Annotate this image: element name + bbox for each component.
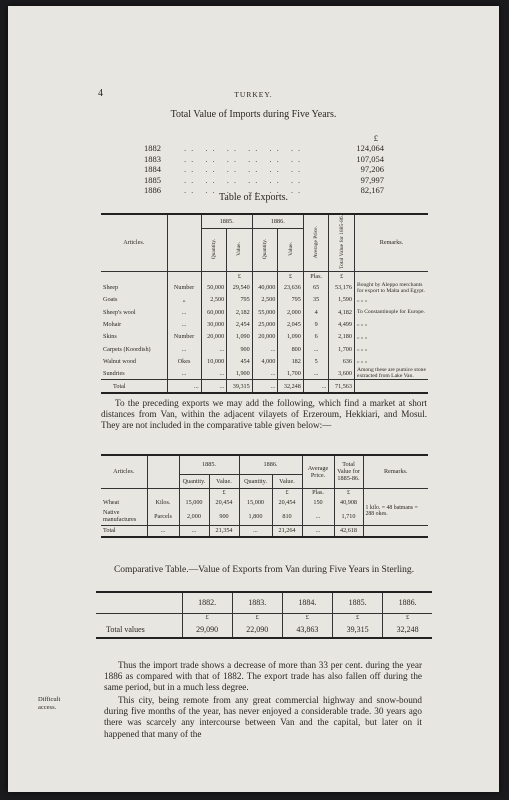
cell-v1886: 795 [278, 294, 304, 306]
year-header: 1885. [333, 592, 383, 613]
imports-row: 1883 .. .. .. .. .. .. 107,054 [144, 153, 384, 164]
cell-unit: Number [167, 281, 201, 293]
col-1885: 1885. [201, 214, 252, 229]
cell-q1885: 10,000 [201, 355, 227, 367]
cell-unit: ... [167, 367, 201, 380]
cell-price: 35 [303, 294, 329, 306]
cell-total: 53,176 [329, 281, 355, 293]
cell-unit: ... [167, 318, 201, 330]
cell-unit: ... [167, 343, 201, 355]
col-total-value: Total Value for 1885-86. [338, 215, 345, 269]
t2-unit: £ [209, 488, 239, 497]
paragraph-decrease: Thus the import trade shows a decrease of more than 33 per cent. during the year 1886 as compared with that of 1882. The export trade has also fallen off during the same period, but in a much less degree. [104, 660, 422, 693]
cell-total: 1,700 [329, 343, 355, 355]
t2-unit: Plas. [302, 488, 334, 497]
cell-v1885: 900 [227, 343, 253, 355]
col-remarks: Remarks. [354, 214, 428, 271]
cell-v1886: 2,000 [278, 306, 304, 318]
cell-article: Skins [103, 333, 117, 341]
cell-q1886: 25,000 [252, 318, 278, 330]
t2-col-total-value: Total Value for 1885-86. [334, 455, 363, 488]
year-header: 1886. [383, 592, 432, 613]
cell-v1885: 795 [227, 294, 253, 306]
cell-article: Sundries [103, 369, 125, 377]
unit-label: Plas. [303, 271, 329, 281]
cell-q1885: 2,500 [201, 294, 227, 306]
cell-v1886: 800 [278, 343, 304, 355]
imports-row: 1882 .. .. .. .. .. .. 124,064 [144, 143, 384, 153]
imports-title: Total Value of Imports during Five Years. [170, 109, 337, 120]
cell-q1885: ... [201, 343, 227, 355]
table-row [101, 331, 428, 343]
running-title: TURKEY. [234, 90, 273, 99]
cell-q1885: ... [201, 367, 227, 380]
total-v1885: 39,315 [227, 380, 253, 393]
table-row: Native manufactures Parcels 2,000 900 1,800 810 ... 1,710 [101, 508, 428, 525]
exports-table [101, 213, 428, 394]
t2-col-quantity-1886: Quantity. [239, 474, 272, 488]
year-header: 1884. [282, 592, 332, 613]
currency-mark: £ [383, 613, 432, 621]
document-page [8, 6, 499, 792]
page-number: 4 [98, 88, 103, 99]
cell-v1886: 2,045 [278, 318, 304, 330]
t2-unit: £ [334, 488, 363, 497]
currency-mark: £ [333, 613, 383, 621]
cell-price: 4 [303, 306, 329, 318]
paragraph-markets: To the preceding exports we may add the following, which find a market at short distances from Van, within the adjacent vilayets of Erzeroum, Hekkiari, and Mosul. They are not included in the comparative table given below:— [101, 398, 427, 431]
cell-v1885: 2,182 [227, 306, 253, 318]
cell-v1886: 23,636 [278, 281, 304, 293]
t2-col-remarks: Remarks. [363, 455, 428, 488]
total-unit: ... [167, 380, 201, 393]
cell-price: 9 [303, 318, 329, 330]
year-header: 1882. [182, 592, 232, 613]
cell-total: 2,180 [329, 331, 355, 343]
cell-q1886: ... [252, 343, 278, 355]
units-row [101, 271, 428, 281]
row-label: Total values [106, 624, 145, 634]
col-quantity-1886: Quantity. [262, 238, 269, 260]
col-value-1885: Value. [236, 242, 243, 256]
unit-label: £ [278, 271, 304, 281]
unit-label: £ [227, 271, 253, 281]
table-row [101, 294, 428, 306]
cell-remark: „ „ „ [354, 318, 428, 330]
cell-remark: To Constantinople for Europe. [354, 306, 428, 318]
cell-price: 5 [303, 355, 329, 367]
table-row [101, 318, 428, 330]
t2-col-value-1885: Value. [209, 474, 239, 488]
comparative-table [96, 591, 432, 639]
imports-list [144, 133, 384, 196]
col-articles: Articles. [101, 214, 167, 271]
total-label: Total [113, 382, 126, 390]
t2-col-articles: Articles. [101, 455, 147, 488]
total-price: ... [303, 380, 329, 393]
t2-col-1885: 1885. [179, 455, 239, 474]
margin-note: Difficult access. [38, 696, 61, 711]
cell-q1886: 4,000 [252, 355, 278, 367]
year-header: 1883. [232, 592, 282, 613]
cell-v1885: 29,540 [227, 281, 253, 293]
cell-q1885: 30,000 [201, 318, 227, 330]
currency-mark: £ [282, 613, 332, 621]
cell-price: 65 [303, 281, 329, 293]
cell-q1886: 20,000 [252, 331, 278, 343]
table-row [101, 281, 428, 293]
cell-total: 1,590 [329, 294, 355, 306]
currency-mark: £ [182, 613, 232, 621]
cell-remark: Bought by Aleppo merchants for export to Malta and Egypt. [354, 281, 428, 293]
cell-v1885: 1,090 [227, 331, 253, 343]
cell-q1885: 20,000 [201, 331, 227, 343]
cell-q1886: ... [252, 367, 278, 380]
col-value-1886: Value. [287, 242, 294, 256]
cell-total: 4,182 [329, 306, 355, 318]
cell-total: 636 [329, 355, 355, 367]
cell-article: Carpets (Koordish) [103, 345, 151, 353]
cell-price: ... [303, 367, 329, 380]
cell-q1885: 60,000 [201, 306, 227, 318]
paragraph-access: This city, being remote from any great commercial highway and snow-bound during five months of the year, has never enjoyed a considerable trade. 30 years ago there was scarcely any intercourse between Van and the capital, but later on it happened that many of the [104, 695, 422, 739]
cell-remark: „ „ „ [354, 355, 428, 367]
col-quantity-1885: Quantity. [210, 238, 217, 260]
col-1886: 1886. [252, 214, 303, 229]
imports-currency: £ [373, 133, 378, 143]
cell-article: Walnut wood [103, 357, 137, 365]
cell-total: 3,600 [329, 367, 355, 380]
cell-price: 6 [303, 331, 329, 343]
table-row [101, 367, 428, 380]
table-row [101, 306, 428, 318]
cell-unit: ... [167, 306, 201, 318]
exports-title: Table of Exports. [218, 192, 288, 203]
imports-row: 1886 .. .. .. .. .. .. 82,167 [144, 185, 384, 195]
cell-remark: Among these are pumice stone extracted from Lake Van. [354, 367, 428, 380]
table-row [101, 343, 428, 355]
cell-article: Mohair [103, 320, 122, 328]
table-total-row [101, 380, 428, 393]
imports-row: 1884 .. .. .. .. .. .. 97,206 [144, 164, 384, 174]
cell-v1886: 1,090 [278, 331, 304, 343]
currency-mark: £ [232, 613, 282, 621]
cell-remark: „ „ „ [354, 331, 428, 343]
col-avg-price: Average Price. [313, 225, 320, 259]
table-row: Wheat Kilos. 15,000 20,454 15,000 20,454 150 40,908 1 kilo. = 48 batmans = 288 okes. [101, 497, 428, 508]
cell-article: Sheep [103, 284, 119, 292]
cell-v1885: 2,454 [227, 318, 253, 330]
t2-col-avg-price: Average Price. [302, 455, 334, 488]
total-q1885: ... [201, 380, 227, 393]
t2-col-1886: 1886. [239, 455, 302, 474]
comparative-title: Comparative Table.—Value of Exports from Van during Five Years in Sterling. [113, 565, 415, 575]
cell-q1885: 50,000 [201, 281, 227, 293]
cell-v1885: 454 [227, 355, 253, 367]
total-v1886: 32,248 [278, 380, 304, 393]
t2-unit: £ [272, 488, 302, 497]
cell-price: ... [303, 343, 329, 355]
t2-remark: 1 kilo. = 48 batmans = 288 okes. [363, 497, 428, 525]
t2-col-value-1886: Value. [272, 474, 302, 488]
cell-v1886: 182 [278, 355, 304, 367]
table-row: Total values 29,090 22,090 43,863 39,315 32,248 [96, 621, 432, 638]
cell-remark: „ „ „ [354, 343, 428, 355]
unit-label: £ [329, 271, 355, 281]
t2-col-quantity-1885: Quantity. [179, 474, 209, 488]
regional-exports-table [101, 454, 428, 538]
table-row [101, 355, 428, 367]
cell-q1886: 2,500 [252, 294, 278, 306]
cell-v1885: 1,900 [227, 367, 253, 380]
total-q1886: ... [252, 380, 278, 393]
imports-row: 1885 .. .. .. .. .. .. 97,997 [144, 174, 384, 185]
cell-unit: Number [167, 331, 201, 343]
cell-q1886: 55,000 [252, 306, 278, 318]
cell-remark: „ „ „ [354, 294, 428, 306]
table-total-row: Total ... ... 21,354 ... 21,264 ... 42,618 [101, 525, 428, 537]
cell-v1886: 1,700 [278, 367, 304, 380]
cell-unit: „ [167, 294, 201, 306]
cell-article: Goats [103, 296, 118, 304]
cell-q1886: 40,000 [252, 281, 278, 293]
cell-total: 4,499 [329, 318, 355, 330]
total-total: 71,563 [329, 380, 355, 393]
cell-unit: Okes [167, 355, 201, 367]
cell-article: Sheep's wool [103, 308, 136, 316]
